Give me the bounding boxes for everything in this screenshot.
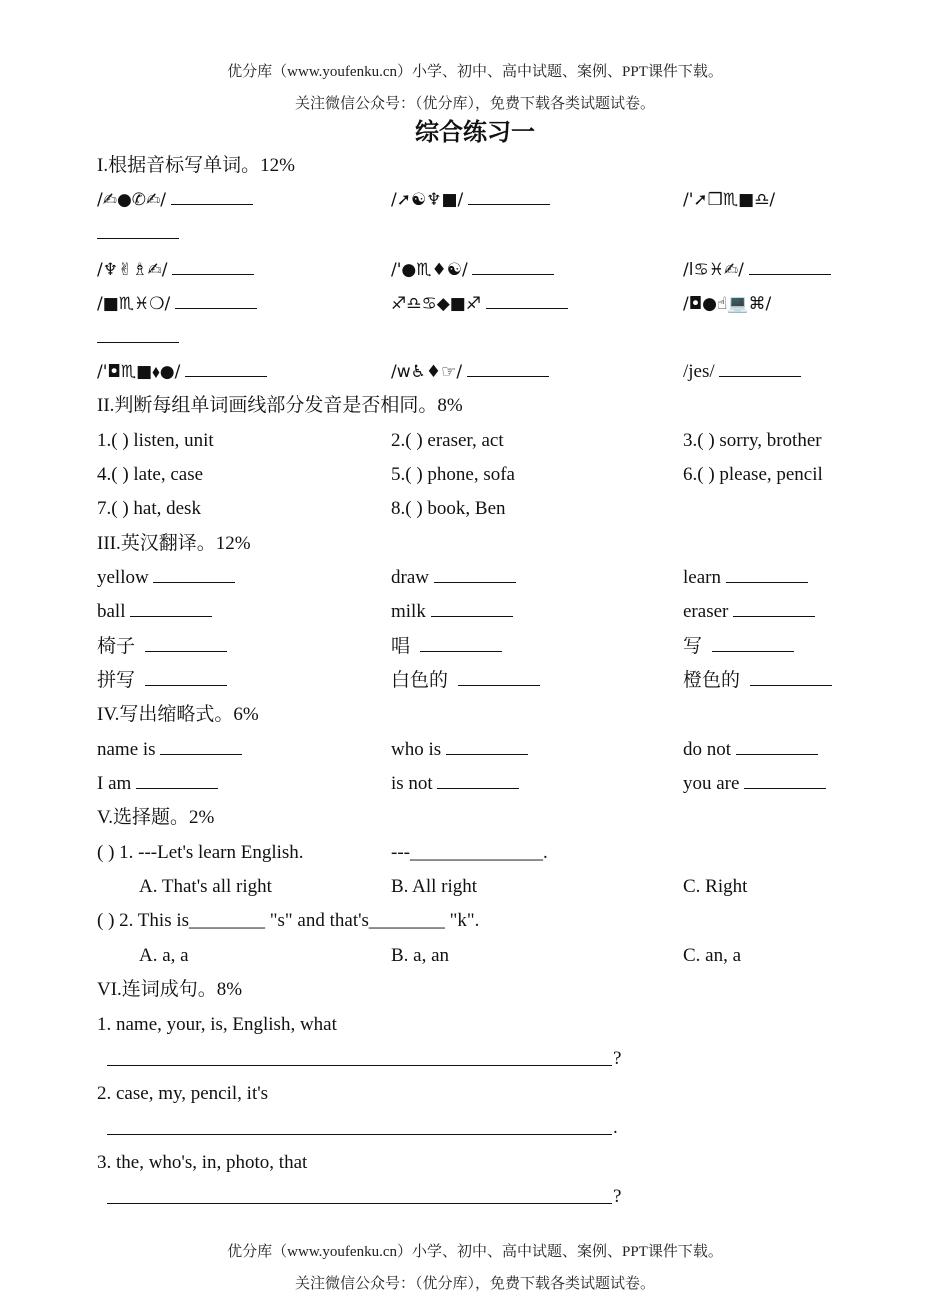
answer-blank[interactable] <box>97 220 179 239</box>
answer-blank[interactable] <box>726 564 808 583</box>
phonetic-row-1 <box>97 186 897 214</box>
answer-blank[interactable] <box>171 186 253 205</box>
footer-line-1: 优分库（www.youfenku.cn）小学、初中、高中试题、案例、PPT课件下载。 <box>227 1244 723 1260</box>
phonetic-row-1-wrap <box>97 220 897 248</box>
answer-blank[interactable] <box>736 736 818 755</box>
answer-blank[interactable] <box>467 358 549 377</box>
contraction-phrase: I am <box>97 773 132 794</box>
translation-row-4 <box>97 667 897 695</box>
answer-blank[interactable] <box>468 186 550 205</box>
option-b[interactable]: B. All right <box>391 876 478 897</box>
answer-blank[interactable] <box>153 564 235 583</box>
section1-heading: I.根据音标写单词。12% <box>97 155 295 176</box>
answer-blank[interactable] <box>160 736 242 755</box>
answer-blank[interactable] <box>719 358 801 377</box>
pronunciation-row-2 <box>97 461 897 489</box>
section5-heading: V.选择题。2% <box>97 807 215 828</box>
translation-word: 写 <box>683 636 703 657</box>
phonetic-item: /'●♏♦☯/ <box>391 260 468 280</box>
answer-blank[interactable] <box>145 633 227 652</box>
end-punctuation: ? <box>613 1186 622 1207</box>
contraction-phrase: who is <box>391 739 442 760</box>
phonetic-row-4 <box>97 358 897 386</box>
option-b[interactable]: B. a, an <box>391 945 450 966</box>
phonetic-item: /w♿♦☞/ <box>391 362 463 382</box>
sentence-words-2: 2. case, my, pencil, it's <box>97 1083 269 1104</box>
question-stem: ( ) 1. ---Let's learn English. <box>97 842 304 863</box>
translation-word: draw <box>391 567 429 588</box>
answer-blank[interactable] <box>437 770 519 789</box>
sentence-words-3: 3. the, who's, in, photo, that <box>97 1152 308 1173</box>
pronunciation-item: 3.( ) sorry, brother <box>683 430 822 451</box>
phonetic-item: /✍●✆✍/ <box>97 190 167 210</box>
contraction-row-1 <box>97 736 897 764</box>
contraction-phrase: do not <box>683 739 732 760</box>
answer-blank[interactable] <box>172 256 254 275</box>
footer-line-2: 关注微信公众号：（优分库），免费下载各类试题试卷。 <box>294 1276 655 1292</box>
translation-word: 橙色的 <box>683 670 741 691</box>
phonetic-row-2 <box>97 256 897 284</box>
pronunciation-row-1 <box>97 427 897 455</box>
section2-heading: II.判断每组单词画线部分发音是否相同。8% <box>97 395 463 416</box>
translation-word: 白色的 <box>391 670 449 691</box>
pronunciation-item: 6.( ) please, pencil <box>683 464 823 485</box>
choice-question-2 <box>97 907 897 935</box>
translation-word: learn <box>683 567 721 588</box>
sentence-answer-1 <box>97 1045 897 1073</box>
option-c[interactable]: C. Right <box>683 876 748 897</box>
pronunciation-item: 8.( ) book, Ben <box>391 498 506 519</box>
contraction-phrase: you are <box>683 773 740 794</box>
pronunciation-item: 4.( ) late, case <box>97 464 204 485</box>
question-reply: ---______________. <box>391 842 548 863</box>
phonetic-item: /➚☯♆■/ <box>391 190 464 210</box>
pronunciation-item: 7.( ) hat, desk <box>97 498 201 519</box>
translation-word: ball <box>97 601 126 622</box>
answer-line[interactable] <box>107 1045 612 1066</box>
contraction-phrase: is not <box>391 773 433 794</box>
contraction-row-2 <box>97 770 897 798</box>
phonetic-item: /♆✌♗✍/ <box>97 260 168 280</box>
answer-blank[interactable] <box>749 256 831 275</box>
answer-blank[interactable] <box>431 598 513 617</box>
choice-options-1 <box>97 873 897 901</box>
answer-blank[interactable] <box>712 633 794 652</box>
phonetic-item: /◘●☝💻⌘/ <box>683 294 772 314</box>
answer-blank[interactable] <box>733 598 815 617</box>
answer-blank[interactable] <box>434 564 516 583</box>
answer-line[interactable] <box>107 1183 612 1204</box>
sentence-answer-2 <box>97 1114 897 1142</box>
translation-word: eraser <box>683 601 729 622</box>
translation-word: 椅子 <box>97 636 136 657</box>
translation-row-3 <box>97 633 897 661</box>
page-title: 综合练习一 <box>415 118 535 146</box>
pronunciation-item: 5.( ) phone, sofa <box>391 464 515 485</box>
contraction-phrase: name is <box>97 739 156 760</box>
phonetic-item: /jes/ <box>683 361 715 382</box>
option-c[interactable]: C. an, a <box>683 945 742 966</box>
translation-row-2 <box>97 598 897 626</box>
phonetic-item: /l♋♓✍/ <box>683 260 744 280</box>
pronunciation-item: 1.( ) listen, unit <box>97 430 214 451</box>
answer-blank[interactable] <box>185 358 267 377</box>
answer-blank[interactable] <box>420 633 502 652</box>
pronunciation-row-3 <box>97 495 897 523</box>
option-a[interactable]: A. That's all right <box>139 876 272 897</box>
answer-blank[interactable] <box>97 324 179 343</box>
choice-options-2 <box>97 942 897 970</box>
answer-blank[interactable] <box>145 667 227 686</box>
translation-word: milk <box>391 601 426 622</box>
end-punctuation: ? <box>613 1048 622 1069</box>
phonetic-row-3 <box>97 290 897 318</box>
answer-blank[interactable] <box>446 736 528 755</box>
header-line-1: 优分库（www.youfenku.cn）小学、初中、高中试题、案例、PPT课件下载。 <box>227 64 723 80</box>
choice-question-1 <box>97 839 897 867</box>
answer-blank[interactable] <box>750 667 832 686</box>
translation-word: 唱 <box>391 636 411 657</box>
answer-blank[interactable] <box>486 290 568 309</box>
answer-blank[interactable] <box>175 290 257 309</box>
pronunciation-item: 2.( ) eraser, act <box>391 430 504 451</box>
section4-heading: IV.写出缩略式。6% <box>97 704 259 725</box>
section3-heading: III.英汉翻译。12% <box>97 533 251 554</box>
phonetic-item: /■♏♓❍/ <box>97 294 171 314</box>
option-a[interactable]: A. a, a <box>139 945 189 966</box>
sentence-words-1: 1. name, your, is, English, what <box>97 1014 337 1035</box>
answer-line[interactable] <box>107 1114 612 1135</box>
sentence-answer-3 <box>97 1183 897 1211</box>
answer-blank[interactable] <box>472 256 554 275</box>
answer-blank[interactable] <box>130 598 212 617</box>
phonetic-item: ♐♎♋◆■♐ <box>391 294 482 314</box>
question-stem: ( ) 2. This is________ "s" and that's________ "k". <box>97 910 480 931</box>
section6-heading: VI.连词成句。8% <box>97 979 243 1000</box>
answer-blank[interactable] <box>458 667 540 686</box>
translation-row-1 <box>97 564 897 592</box>
phonetic-item: /'➚❒♏■♎/ <box>683 190 776 210</box>
answer-blank[interactable] <box>136 770 218 789</box>
header-line-2: 关注微信公众号：（优分库），免费下载各类试题试卷。 <box>294 96 655 112</box>
phonetic-row-3-wrap <box>97 324 897 352</box>
translation-word: 拼写 <box>97 670 136 691</box>
answer-blank[interactable] <box>744 770 826 789</box>
phonetic-item: /'◘♏■⬧●/ <box>97 362 181 382</box>
translation-word: yellow <box>97 567 149 588</box>
end-punctuation: . <box>613 1117 618 1138</box>
